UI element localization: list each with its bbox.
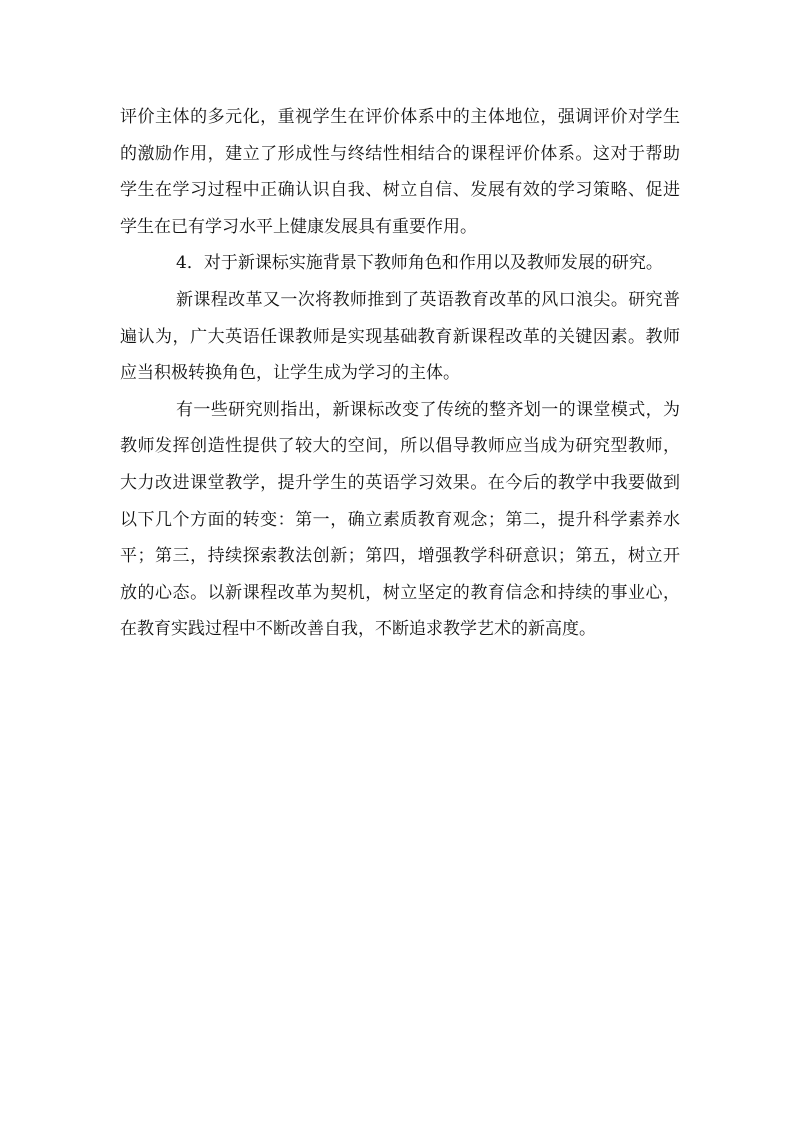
paragraph-research-findings: 有一些研究则指出，新课标改变了传统的整齐划一的课堂模式，为教师发挥创造性提供了较大的空间，所以倡导教师应当成为研究型教师，大力改进课堂教学，提升学生的英语学习效果。在今后的教学中我要做到以下几个方面的转变：第一，确立素质教育观念；第二，提升科学素养水平；第三，持续探索教法创新；第四，增强教学科研意识；第五，树立开放的心态。以新课程改革为契机，树立坚定的教育信念和持续的事业心，在教育实践过程中不断改善自我，不断追求教学艺术的新高度。 (120, 399, 680, 640)
document-body (120, 99, 680, 648)
paragraph-section-4-heading: 4．对于新课标实施背景下教师角色和作用以及教师发展的研究。 (176, 253, 663, 274)
paragraph-teacher-role: 新课程改革又一次将教师推到了英语教育改革的风口浪尖。研究普遍认为，广大英语任课教师是实现基础教育新课程改革的关键因素。教师应当积极转换角色，让学生成为学习的主体。 (120, 289, 680, 384)
paragraph-continuation: 评价主体的多元化，重视学生在评价体系中的主体地位，强调评价对学生的激励作用，建立了形成性与终结性相结合的课程评价体系。这对于帮助学生在学习过程中正确认识自我、树立自信、发展有效的学习策略、促进学生在已有学习水平上健康发展具有重要作用。 (120, 107, 680, 237)
